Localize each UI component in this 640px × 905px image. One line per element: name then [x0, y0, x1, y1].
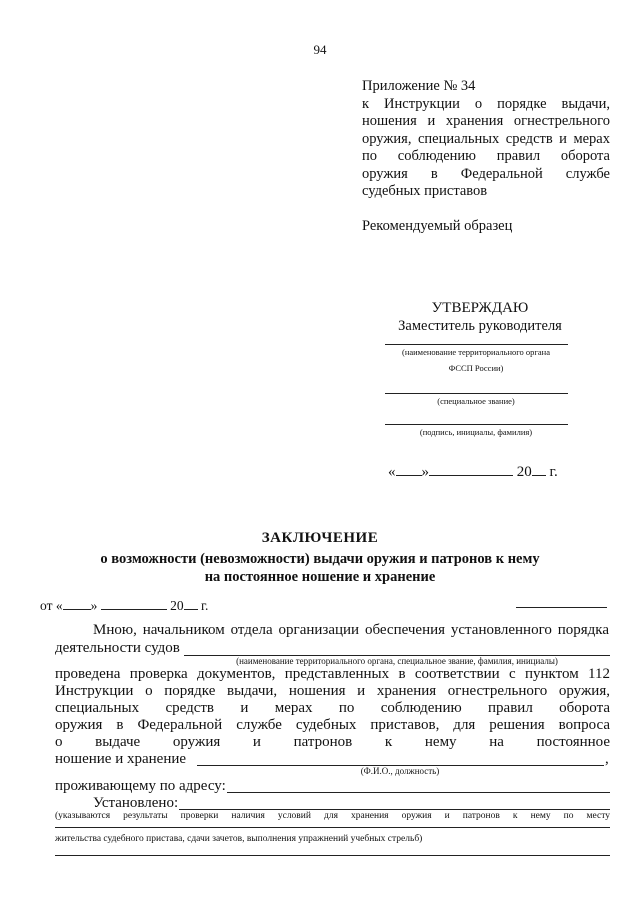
- body-line: Инструкции о порядке выдачи, ношения и хранения огнестрельного оружия,: [55, 683, 610, 699]
- body-line: проживающему по адресу:: [55, 778, 226, 794]
- appendix-line: ношения и хранения огнестрельного: [362, 113, 610, 129]
- appendix-line: судебных приставов: [362, 183, 488, 199]
- rank-caption: (специальное звание): [437, 396, 515, 406]
- document-title: ЗАКЛЮЧЕНИЕ: [261, 530, 379, 546]
- findings-field[interactable]: [179, 809, 610, 810]
- findings-line-3[interactable]: [55, 855, 610, 856]
- body-line: Мною, начальником отдела организации обеспечения установленного порядка: [93, 622, 609, 638]
- number-field[interactable]: [516, 607, 607, 608]
- approval-role: Заместитель руководителя: [398, 318, 562, 334]
- person-caption: (Ф.И.О., должность): [360, 766, 440, 776]
- page-number: 94: [313, 42, 327, 57]
- signature-line[interactable]: [385, 424, 568, 425]
- body-line: о выдаче оружия и патронов к нему на постоянное: [55, 734, 610, 750]
- document-subtitle: о возможности (невозможности) выдачи оружия и патронов к нему: [100, 551, 540, 567]
- year-suffix: г.: [549, 464, 558, 480]
- body-line: деятельности судов: [55, 640, 180, 656]
- comma: ,: [605, 751, 609, 767]
- year-field[interactable]: [184, 595, 198, 610]
- body-line: Установлено:: [93, 795, 179, 811]
- findings-caption: (указываются результаты проверки наличия условий для хранения оружия и патронов к нему по месту: [55, 811, 610, 821]
- from-prefix: от «: [40, 598, 63, 613]
- signature-caption: (подпись, инициалы, фамилия): [419, 427, 533, 437]
- appendix-line: оружия в Федеральной службе: [362, 165, 610, 182]
- officer-caption: (наименование территориального органа, специальное звание, фамилия, инициалы): [236, 656, 558, 666]
- approval-title: УТВЕРЖДАЮ: [431, 300, 529, 316]
- day-field[interactable]: [63, 595, 91, 610]
- year-suffix: г.: [200, 598, 209, 613]
- findings-line-2[interactable]: [55, 827, 610, 828]
- date-close-quote: »: [421, 464, 429, 480]
- appendix-line: по соблюдению правил оборота: [362, 148, 610, 164]
- month-field[interactable]: [101, 595, 167, 610]
- month-field[interactable]: [429, 461, 513, 476]
- recommended-sample: Рекомендуемый образец: [362, 218, 513, 234]
- year-field[interactable]: [532, 461, 546, 476]
- approval-date: [388, 461, 558, 481]
- date-open-quote: «: [388, 464, 396, 480]
- date-close-quote: »: [90, 598, 98, 613]
- conclusion-date: [40, 595, 208, 614]
- body-line: ношение и хранение: [55, 751, 187, 767]
- org-name-caption-2: ФССП России): [448, 363, 504, 373]
- address-field[interactable]: [227, 792, 610, 793]
- body-line: проведена проверка документов, представленных в соответствии с пунктом 112: [55, 666, 610, 682]
- rank-line[interactable]: [385, 393, 568, 394]
- body-line: специальных средств и мерах по соблюдению правил оборота: [55, 700, 610, 716]
- document-subtitle-2: на постоянное ношение и хранение: [204, 569, 436, 585]
- findings-caption-2: жительства судебного пристава, сдачи зачетов, выполнения упражнений учебных стрельб): [55, 834, 423, 844]
- appendix-title: Приложение № 34: [362, 78, 476, 94]
- appendix-block: [362, 78, 610, 201]
- day-field[interactable]: [396, 461, 422, 476]
- year-prefix: 20: [516, 464, 532, 480]
- org-name-line[interactable]: [385, 344, 568, 345]
- year-prefix: 20: [170, 598, 184, 613]
- appendix-line: оружия, специальных средств и мерах: [362, 130, 610, 147]
- org-name-caption: (наименование территориального органа: [401, 347, 550, 357]
- appendix-line: к Инструкции о порядке выдачи,: [362, 95, 610, 112]
- body-line: оружия в Федеральной службе судебных приставов, для решения вопроса: [55, 717, 610, 733]
